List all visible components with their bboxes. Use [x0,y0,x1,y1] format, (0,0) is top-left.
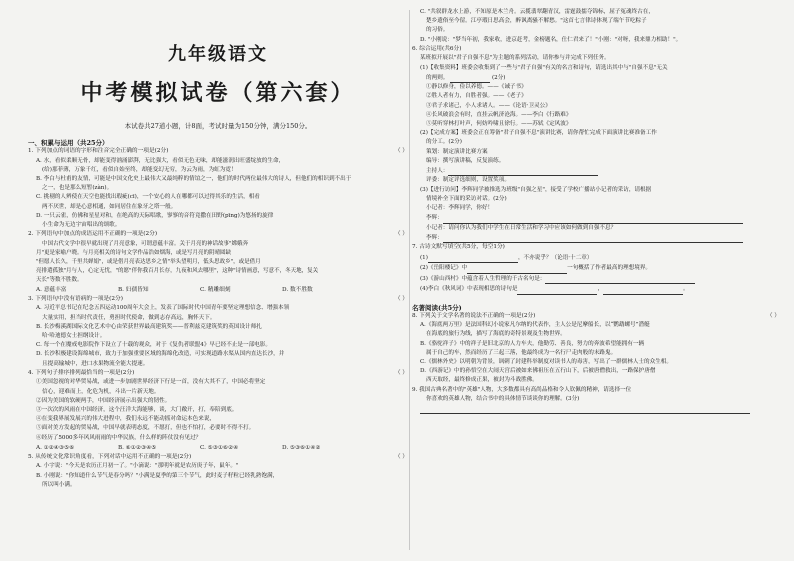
quote-item: ②胜人者有力，自胜者强。——《老子》 [426,93,527,100]
quote-item: ③君子求诸己，小人求诸人。——《论语·卫灵公》 [426,102,551,109]
fill-blank[interactable] [545,276,695,284]
q2-option-b: B. 妇孺皆知 [118,286,149,293]
q7-stem: 7. 古诗文默写填空(共5分，每空1分) [412,244,505,251]
fill-blank[interactable] [428,255,518,263]
q7-item-1: (1) ，不亦说乎？（论语·十二章） [412,253,780,263]
q8-option: C.《儒林外史》以明朝为背景，讽刺了封建科举制度对读书人的毒害，写出了一群儒林人士的众生相。 [420,358,672,365]
dialog-line: 小记者：李辉同学，你好！ [426,205,494,212]
q6-intro: 某班拟开展以"君子自强不息"为主题的系列活动，请你参与并完成下列任务。 [420,55,610,62]
q9-stem-cont: 你喜欢的英雄人物，结合书中的具体情节谈谈你的理解。(3分) [426,395,580,402]
q5-option: C. "共叙群龙水上游，不知原是木兰舟。云揽翡翠翻青汉，雷霆鼓擂夺锦标，屈子冤魂终古在， [420,9,654,15]
answer-blank[interactable] [450,75,490,83]
q6-task3: (3)【进行访问】李辉同学被推选为班级"自强之星"，接受了学校广播站小记者的采访，请根据 [420,186,652,193]
q5-stem: 5. 从传统文化常识角度看，下列对话中运用不正确的一项是(2分) （ ） [28,453,408,460]
q4-line: ④在变我界展发展兴的伟大进程中，我们永远不能动摇对命运本色来说， [36,416,216,423]
q1-option: B. 李白与杜甫的友情，可能是中国文化史上最伟大又最纯粹的情谊之一，他们的时代两位最伟大的诗人，但他们的相识到不出于 [36,176,352,182]
q1-option: D. 一只云雀，仿佛和星星对和，在绝高的天际唱歌，寥寥的音符竟撒在田野(pīng)为悠扬的旋律 [36,212,274,219]
fill-blank[interactable] [517,287,597,295]
exam-note: 本试卷共27道小题，计8面，考试时量为150分钟，满分150分。 [124,122,312,130]
q5-option: 所以叫小满。 [42,481,76,488]
q8-option: A.《海底两万里》是法国科幻小说家凡尔纳的代表作，主人公是尼摩船长，以“鹦鹉螺号”潜艇 [420,322,650,329]
q2-passage-line: "但愿人长久，千里共婵娟"，或是借月亮表达思乡之情"举头望明月，低头思故乡"，或是借月 [36,258,261,265]
q3-option: C. 每一个在魔戒电影院作下设立了十载的观众，对于《复仇者联盟4》早已经不止是一部电影。 [36,342,271,349]
quote-item: ⑤莫听穿林打叶声，何妨吟啸且徐行。——苏轼《定风波》 [426,121,572,128]
q4-line: ③一次次的风雨在中国经济，这个汪洋大海能够，谈，大门敞开，打，奉陪到底。 [36,407,238,414]
q4-line: ①美国忽视的对华贸易战，或进一步加剧世界经济下行是一首，没有大其不了，中国必将坚定 [36,379,266,386]
q6-task1: (1)【收集资料】班委会收集到了一些与"君子自强"有关的名言和诗句，请选出其中与"自强不息"无关 [420,64,668,71]
q5-option: A. 小宇说："今天是农历正月初一了。"小滴说："那明年就是农历庚子年，鼠年。" [36,463,239,470]
q1-stem: 1. 下列加点的词语的字形和注音完全正确的一项是(2分) （ ） [28,148,408,154]
q2-option-c: C. 精雕细刻 [200,286,231,293]
q1-option: C. 挑剔的人辨使在天空也能找出瑕疵(cī)，一个安心的人在哪都可以过得其乐的生活，相看 [36,194,260,201]
q3-option: 哈·哈迪德女士担纲设计。 [42,333,106,340]
q2-option-a: A. 意蕴丰富 [36,286,67,293]
q8-stem: 8. 下列关于文学名著的说法不正确的一项是(2分) （ ） [412,312,780,319]
q4-option-c: C. ⑤③①⑥②④ [200,444,239,451]
dialog-blank[interactable] [443,216,743,224]
q6-task3-cont: 情境补全下面的采访对话。(2分) [426,195,507,202]
q3-option: D. 长沙积极建设海绵城市，致力于加强重要区域的海绵化改造，可实现道路水渠从国内直达长沙，并 [36,351,285,358]
answer-blank[interactable] [420,406,750,414]
q2-options [28,285,408,295]
prep-item: 评委：制定评选细则，设置奖项。 [426,177,510,184]
q6-stem: 6. 综合运用(共6分) [412,45,462,52]
q4-stem: 4. 下列句子排序排列最恰当的一项是(2分) （ ） [28,369,408,376]
q8-option: 西天取经，最终修成正果，被封为斗战胜佛。 [426,377,538,384]
q3-option: A. 习近平总书记在纪念五四运动100周年大会上，发表了国际时代中国青年要坚定理想信念、增强本领 [36,305,290,312]
q3-option: 且提高输城中，进口水果物流全能大提速。 [42,360,149,367]
q9-answer-line [412,404,780,414]
left-column [28,0,408,561]
q4-line: ⑤面对美方发起的贸易战，中国早就表明态度，不愿打，但也不怕打，必要时不得不打。 [36,425,255,432]
q7-item-4: (4)李白《秋风词》中表现相思的诗句是 ， 。 [412,284,780,294]
subject-title: 九年级语文 [168,44,268,65]
q3-stem: 3. 下列语句中没有语病的一项是(2分) （ ） [28,295,408,302]
section-1-title: 一、积累与运用（共25分） [28,139,109,147]
q5-option: 楚乡遗俗至今留。江亭瑕日思高会，醉讽离骚不解愁。"这首七言律诗体现了端午节吃粽子 [426,18,647,25]
quote-item: ①静以修身，俭以养德。——《诫子书》 [426,84,527,91]
q8-option: 在海底的旅行为线，描写了海底的奇特景观及生物世界。 [426,331,566,338]
prep-host-line: 主持人： [412,166,780,176]
q7-item-3: (3)《游山西村》中蕴含着人生哲理的千古名句是： [412,274,780,284]
q6-task1-answer: 的两则。 (2分) [412,73,780,83]
exam-title: 中考模拟试卷（第六套） [80,80,356,106]
host-blank[interactable] [448,168,598,176]
q5-option: B. 小刚说："你知道什么节气是春分吗？"小满是夏季的第三个节气，此时麦子籽粒已经乳熟饱满， [36,472,279,479]
q8-option: 属于自己的车，然而经历了三起三落，他最终成为一名行尸走肉般的末路鬼。 [426,349,617,356]
q3-option: 大量实用，担当时代责任，勇担时代使命，做到志存高远，胸怀天下。 [42,314,216,321]
q6-task2-cont: 的分工。(2分) [426,139,462,146]
q1-option: 之一，也是那么短暂(zàn)。 [42,185,113,192]
q8-option: B.《骆驼祥子》中的祥子是旧北京的人力车夫，他勤劳、善良，努力的奔波希望能拥有一辆 [420,340,645,347]
q8-option: D.《西游记》中的孙悟空在大闹天宫后被如来佛祖压在五行山下，后被唐僧救出，一路保护唐僧 [420,368,656,375]
column-divider [409,10,410,550]
q3-option: B. 长沙梅溪湖国际文化艺术中心由荣获世界最高建筑奖——普利兹克建筑奖的英国设计师扎 [36,323,262,330]
prep-item: 编导：撰写演讲稿，反复演练。 [426,157,505,164]
q1-option: A. 水，看似柔顺无骨，却能变得汹涌澎湃，无比强大，看似无色无味，却能滋润出旺盛绽放的生命， [36,157,285,164]
q1-option: (给)那菲薄，万象千红，看似自始至终，却能变幻无穷，为云为雨，为虹为霓！ [42,166,237,173]
fill-blank[interactable] [467,266,567,274]
reading-section-title: 名著阅读(共5分) [412,303,462,312]
quote-item: ④长风破浪会有时，直挂云帆济沧海。——李白《行路难》 [426,111,572,118]
dialog-line: 小记者：请问你认为我们中学生在日常生活和学习中应该如何做到自强不息？ [426,224,617,231]
q2-passage-line: 亮排遣孤独"月与人，心定无忧，"的愿"伴你我百月长存，九夜和风去哪里"，这种"诗情画意，写意不，冬天地，复关 [36,267,319,274]
q2-passage-line: 天长"等数不胜数。 [36,276,83,283]
q1-option: 两不厌世，却是心意相通，如同居住在象牙之塔一般。 [42,203,177,210]
q4-option-a: A. ①②④③⑤⑥ [36,444,75,451]
q2-stem: 2. 下列语句中加点的成语运用不正确的一项是(2分) （ ） [28,231,408,238]
dialog-answer-line: 李辉： [412,213,780,223]
dialog-blank[interactable] [443,235,743,243]
q2-passage-line: 月"更是家喻户晓。与月亮相关的诗句文学作品浩如烟海，或是写月亮的阴晴圆缺 [36,249,232,256]
q6-task2: (2)【完成方案】班委会正在筹备"君子自强不息"演讲比赛，请你帮忙完成下面演讲比赛准备工作 [420,130,657,137]
prep-item: 策划：制定演讲比赛方案 [426,148,488,155]
q4-line: ⑥经历了5000多年风风雨雨的中华民族，什么样的阵仗没有见过？ [36,434,202,441]
q4-option-d: D. ⑤③⑥①④② [282,444,321,451]
q7-item-2: (2)《岳阳楼记》中 一句概括了作者最高的理想境界。 [412,263,780,273]
q2-passage-line: 中国古代文学中很早就出现了月亮意象，可谓意蕴丰富。关于月亮的神话故事"嫦娥奔 [42,240,249,247]
q4-option-b: B. ⑥①②③④⑤ [118,444,157,451]
q2-option-d: D. 数不胜数 [282,286,313,293]
right-column [412,0,780,561]
q4-options [28,443,408,453]
fill-blank[interactable] [603,287,683,295]
q5-option: 的习俗。 [426,27,449,34]
q5-option: D. "小刚说："梦当年初，我家收，进京赶考，金榜题名，仕仁君来了！"小刚："对呀，我来鼎力相助！"。 [420,36,682,43]
q9-stem: 9. 我国古典名著中的"英雄"人物，大多数都具有高尚品格和令人钦佩的精神，请选择一位 [412,386,632,393]
q4-line: 信心，迎难而上，化危为机，斗出一片新天地。 [42,388,160,395]
dialog-answer-line: 李辉： [412,233,780,243]
q1-option: 小生命为无边宇宙唱出的颂歌。 [42,222,121,229]
q4-line: ②因为美国的软硬两手，中国经济展示出强大的韧性。 [36,397,171,404]
